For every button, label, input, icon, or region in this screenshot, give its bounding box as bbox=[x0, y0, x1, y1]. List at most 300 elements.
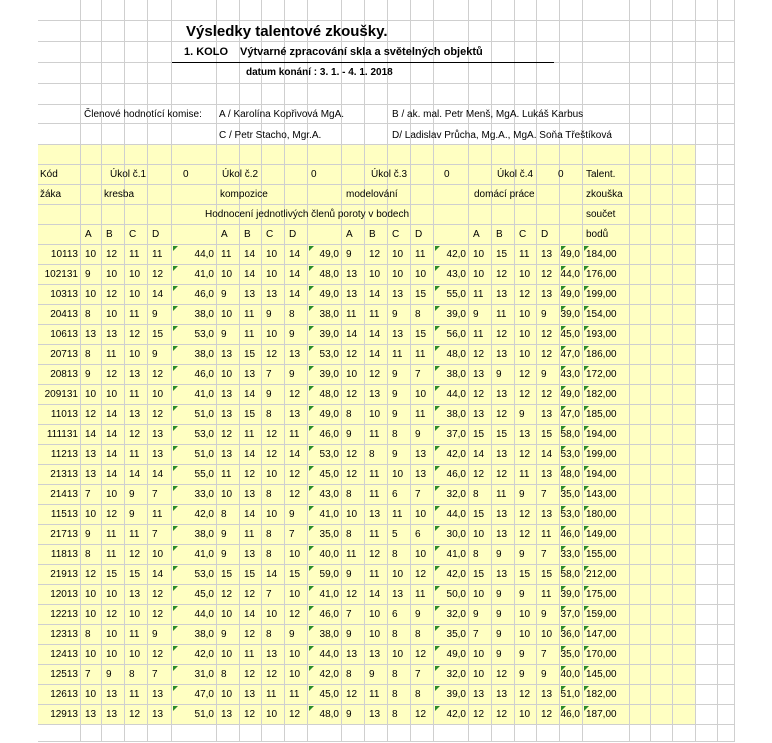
judge-score: 9 bbox=[266, 309, 272, 320]
judge-score: 12 bbox=[346, 349, 358, 360]
cell-marker-icon bbox=[173, 666, 178, 671]
judge-score: 13 bbox=[129, 409, 141, 420]
task-sum: 40,0 bbox=[560, 669, 580, 680]
judge-score: 8 bbox=[266, 409, 272, 420]
judge-score: 11 bbox=[129, 249, 140, 260]
cell-marker-icon bbox=[309, 666, 314, 671]
committee-b: B / ak. mal. Petr Menš, MgA. Lukáš Karbus bbox=[392, 109, 584, 120]
row-total: 212,00 bbox=[586, 569, 617, 580]
judge-score: 10 bbox=[85, 609, 97, 620]
judge-score: 11 bbox=[129, 309, 140, 320]
judge-score: 15 bbox=[152, 329, 164, 340]
header-hodnoceni: Hodnocení jednotlivých členů poroty v bodech bbox=[205, 209, 410, 220]
cell-marker-icon bbox=[561, 486, 566, 491]
judge-score: 9 bbox=[221, 289, 227, 300]
judge-score: 10 bbox=[129, 349, 141, 360]
cell-marker-icon bbox=[561, 686, 566, 691]
task-sum: 42,0 bbox=[446, 709, 466, 720]
judge-score: 15 bbox=[496, 249, 508, 260]
judge-score: 8 bbox=[392, 709, 398, 720]
judge-score: 12 bbox=[346, 469, 358, 480]
judge-score: 14 bbox=[346, 329, 358, 340]
cell-marker-icon bbox=[309, 566, 314, 571]
judge-score: 12 bbox=[473, 349, 485, 360]
task-sum: 41,0 bbox=[194, 269, 214, 280]
cell-marker-icon bbox=[173, 406, 178, 411]
judge-score: 13 bbox=[106, 689, 118, 700]
judge-score: 12 bbox=[346, 389, 358, 400]
judge-score: 8 bbox=[221, 669, 227, 680]
judge-score: 13 bbox=[415, 469, 427, 480]
task-sum: 48,0 bbox=[319, 269, 339, 280]
judge-score: 8 bbox=[266, 529, 272, 540]
judge-score: 15 bbox=[541, 569, 553, 580]
row-code: 12213 bbox=[50, 609, 78, 620]
cell-marker-icon bbox=[561, 366, 566, 371]
judge-score: 10 bbox=[473, 529, 485, 540]
task-1-zero: 0 bbox=[183, 169, 189, 180]
cell-marker-icon bbox=[584, 666, 589, 671]
cell-marker-icon bbox=[584, 266, 589, 271]
cell-marker-icon bbox=[561, 626, 566, 631]
cell-marker-icon bbox=[309, 706, 314, 711]
judge-score: 10 bbox=[221, 309, 233, 320]
judge-score: 13 bbox=[392, 329, 404, 340]
row-total: 149,00 bbox=[586, 529, 617, 540]
row-code: 10313 bbox=[50, 289, 78, 300]
judge-score: 9 bbox=[519, 549, 525, 560]
cell-marker-icon bbox=[435, 546, 440, 551]
judge-score: 13 bbox=[152, 449, 164, 460]
cell-marker-icon bbox=[309, 466, 314, 471]
judge-score: 10 bbox=[392, 569, 404, 580]
task-sum: 38,0 bbox=[194, 629, 214, 640]
cell-marker-icon bbox=[173, 486, 178, 491]
cell-marker-icon bbox=[561, 286, 566, 291]
task-sum: 43,0 bbox=[319, 489, 339, 500]
judge-score: 15 bbox=[473, 429, 485, 440]
cell-marker-icon bbox=[435, 286, 440, 291]
cell-marker-icon bbox=[309, 366, 314, 371]
cell-marker-icon bbox=[435, 626, 440, 631]
judge-score: 14 bbox=[244, 389, 256, 400]
task-sum: 41,0 bbox=[319, 509, 339, 520]
judge-score: 9 bbox=[392, 449, 398, 460]
cell-marker-icon bbox=[173, 626, 178, 631]
task-sum: 31,0 bbox=[194, 669, 214, 680]
judge-score: 14 bbox=[369, 349, 381, 360]
task-sum: 36,0 bbox=[560, 629, 580, 640]
judge-score: 9 bbox=[152, 629, 158, 640]
judge-score: 13 bbox=[266, 289, 278, 300]
cell-marker-icon bbox=[561, 606, 566, 611]
judge-score: 11 bbox=[369, 469, 380, 480]
judge-score: 8 bbox=[221, 509, 227, 520]
judge-score: 14 bbox=[244, 609, 256, 620]
cell-marker-icon bbox=[561, 706, 566, 711]
task-sum: 44,0 bbox=[194, 249, 214, 260]
judge-letter-header: B bbox=[496, 229, 503, 240]
judge-score: 8 bbox=[392, 429, 398, 440]
cell-marker-icon bbox=[173, 606, 178, 611]
judge-score: 10 bbox=[473, 649, 485, 660]
cell-marker-icon bbox=[584, 506, 589, 511]
task-sum: 47,0 bbox=[560, 409, 580, 420]
judge-score: 11 bbox=[129, 629, 140, 640]
cell-marker-icon bbox=[173, 246, 178, 251]
cell-marker-icon bbox=[584, 646, 589, 651]
cell-marker-icon bbox=[561, 386, 566, 391]
judge-score: 11 bbox=[244, 529, 255, 540]
cell-marker-icon bbox=[584, 526, 589, 531]
judge-score: 7 bbox=[266, 369, 272, 380]
cell-marker-icon bbox=[173, 566, 178, 571]
cell-marker-icon bbox=[173, 366, 178, 371]
row-code: 209131 bbox=[44, 389, 78, 400]
judge-score: 15 bbox=[244, 349, 256, 360]
row-total: 175,00 bbox=[586, 589, 617, 600]
task-sum: 53,0 bbox=[194, 329, 214, 340]
date-label: datum konání : 3. 1. - 4. 1. 2018 bbox=[246, 67, 393, 78]
task-sum: 39,0 bbox=[319, 329, 339, 340]
judge-score: 13 bbox=[473, 369, 485, 380]
judge-score: 10 bbox=[129, 289, 141, 300]
task-sum: 51,0 bbox=[194, 449, 214, 460]
judge-score: 12 bbox=[244, 469, 256, 480]
judge-score: 10 bbox=[266, 509, 278, 520]
judge-score: 10 bbox=[289, 549, 301, 560]
task-sum: 49,0 bbox=[560, 289, 580, 300]
judge-score: 12 bbox=[473, 709, 485, 720]
cell-marker-icon bbox=[584, 686, 589, 691]
judge-score: 7 bbox=[266, 589, 272, 600]
cell-marker-icon bbox=[584, 346, 589, 351]
judge-letter-header: B bbox=[369, 229, 376, 240]
judge-score: 13 bbox=[369, 709, 381, 720]
row-code: 21713 bbox=[50, 529, 78, 540]
judge-score: 9 bbox=[473, 609, 479, 620]
judge-score: 7 bbox=[541, 649, 547, 660]
cell-marker-icon bbox=[173, 686, 178, 691]
task-sum: 46,0 bbox=[194, 369, 214, 380]
header-zaka: žáka bbox=[40, 189, 62, 200]
row-total: 145,00 bbox=[586, 669, 617, 680]
cell-marker-icon bbox=[561, 546, 566, 551]
judge-score: 11 bbox=[129, 389, 140, 400]
judge-score: 12 bbox=[129, 329, 141, 340]
cell-marker-icon bbox=[173, 326, 178, 331]
judge-score: 12 bbox=[106, 249, 118, 260]
cell-marker-icon bbox=[309, 326, 314, 331]
judge-score: 9 bbox=[496, 369, 502, 380]
judge-score: 13 bbox=[106, 709, 118, 720]
judge-score: 10 bbox=[369, 269, 381, 280]
round-label: 1. KOLO bbox=[184, 46, 229, 58]
judge-score: 12 bbox=[519, 449, 531, 460]
judge-score: 10 bbox=[85, 589, 97, 600]
task-sum: 33,0 bbox=[560, 549, 580, 560]
judge-score: 13 bbox=[473, 409, 485, 420]
row-total: 154,00 bbox=[586, 309, 617, 320]
judge-score: 12 bbox=[152, 269, 164, 280]
header-talent: Talent. bbox=[586, 169, 616, 180]
judge-score: 9 bbox=[392, 369, 398, 380]
cell-marker-icon bbox=[309, 586, 314, 591]
judge-score: 9 bbox=[496, 609, 502, 620]
cell-marker-icon bbox=[173, 646, 178, 651]
judge-score: 9 bbox=[152, 349, 158, 360]
judge-score: 9 bbox=[496, 589, 502, 600]
row-code: 11013 bbox=[50, 409, 78, 420]
judge-score: 10 bbox=[266, 709, 278, 720]
cell-marker-icon bbox=[584, 446, 589, 451]
task-sum: 56,0 bbox=[446, 329, 466, 340]
cell-marker-icon bbox=[561, 666, 566, 671]
judge-score: 9 bbox=[346, 569, 352, 580]
cell-marker-icon bbox=[173, 266, 178, 271]
judge-score: 13 bbox=[221, 409, 233, 420]
cell-marker-icon bbox=[561, 526, 566, 531]
judge-score: 12 bbox=[346, 589, 358, 600]
task-sum: 53,0 bbox=[194, 569, 214, 580]
task-sum: 49,0 bbox=[446, 649, 466, 660]
judge-score: 13 bbox=[541, 409, 553, 420]
cell-marker-icon bbox=[309, 246, 314, 251]
judge-score: 8 bbox=[415, 309, 421, 320]
judge-score: 11 bbox=[369, 569, 380, 580]
task-sum: 33,0 bbox=[194, 489, 214, 500]
judge-score: 12 bbox=[85, 409, 97, 420]
cell-marker-icon bbox=[584, 566, 589, 571]
task-sum: 48,0 bbox=[319, 389, 339, 400]
committee-label: Členové hodnotící komise: bbox=[84, 109, 202, 120]
row-code: 12013 bbox=[50, 589, 78, 600]
row-code: 12313 bbox=[50, 629, 78, 640]
judge-score: 9 bbox=[496, 629, 502, 640]
cell-marker-icon bbox=[584, 246, 589, 251]
row-code: 21413 bbox=[50, 489, 78, 500]
row-total: 182,00 bbox=[586, 389, 617, 400]
judge-score: 14 bbox=[289, 449, 301, 460]
judge-score: 9 bbox=[129, 489, 135, 500]
task-sum: 46,0 bbox=[319, 429, 339, 440]
cell-marker-icon bbox=[435, 326, 440, 331]
judge-score: 12 bbox=[496, 669, 508, 680]
row-total: 176,00 bbox=[586, 269, 617, 280]
judge-score: 10 bbox=[519, 309, 531, 320]
cell-marker-icon bbox=[435, 246, 440, 251]
judge-score: 13 bbox=[266, 649, 278, 660]
judge-score: 12 bbox=[369, 549, 381, 560]
judge-score: 9 bbox=[415, 429, 421, 440]
judge-score: 10 bbox=[346, 509, 358, 520]
judge-score: 11 bbox=[369, 529, 380, 540]
judge-score: 11 bbox=[415, 349, 426, 360]
judge-score: 12 bbox=[221, 589, 233, 600]
judge-score: 13 bbox=[221, 349, 233, 360]
judge-score: 14 bbox=[541, 449, 553, 460]
judge-score: 13 bbox=[519, 429, 531, 440]
judge-score: 13 bbox=[496, 529, 508, 540]
committee-c: C / Petr Stacho, Mgr.A. bbox=[219, 130, 322, 141]
judge-score: 13 bbox=[369, 389, 381, 400]
judge-score: 12 bbox=[519, 509, 531, 520]
judge-score: 14 bbox=[106, 409, 118, 420]
judge-score: 14 bbox=[289, 249, 301, 260]
committee-a: A / Karolína Kopřivová MgA. bbox=[219, 109, 345, 120]
task-sum: 38,0 bbox=[319, 309, 339, 320]
task-sum: 38,0 bbox=[194, 529, 214, 540]
task-sum: 42,0 bbox=[194, 509, 214, 520]
cell-marker-icon bbox=[435, 486, 440, 491]
judge-letter-header: C bbox=[392, 229, 400, 240]
judge-score: 9 bbox=[519, 649, 525, 660]
judge-score: 9 bbox=[289, 369, 295, 380]
judge-score: 12 bbox=[496, 409, 508, 420]
cell-marker-icon bbox=[584, 466, 589, 471]
judge-score: 13 bbox=[346, 649, 358, 660]
judge-score: 7 bbox=[85, 489, 91, 500]
judge-score: 9 bbox=[415, 609, 421, 620]
judge-score: 11 bbox=[129, 529, 140, 540]
judge-score: 15 bbox=[519, 569, 531, 580]
task-sum: 49,0 bbox=[560, 389, 580, 400]
judge-score: 11 bbox=[221, 249, 232, 260]
judge-score: 9 bbox=[392, 389, 398, 400]
judge-score: 14 bbox=[244, 509, 256, 520]
row-total: 180,00 bbox=[586, 509, 617, 520]
judge-score: 10 bbox=[221, 369, 233, 380]
judge-letter-header: B bbox=[244, 229, 251, 240]
cell-marker-icon bbox=[309, 606, 314, 611]
judge-score: 12 bbox=[415, 649, 427, 660]
cell-marker-icon bbox=[309, 286, 314, 291]
judge-score: 9 bbox=[221, 329, 227, 340]
judge-score: 12 bbox=[152, 589, 164, 600]
cell-marker-icon bbox=[435, 266, 440, 271]
task-sum: 45,0 bbox=[319, 469, 339, 480]
cell-marker-icon bbox=[173, 446, 178, 451]
judge-score: 7 bbox=[541, 549, 547, 560]
judge-score: 10 bbox=[266, 329, 278, 340]
row-code: 21913 bbox=[50, 569, 78, 580]
cell-marker-icon bbox=[561, 306, 566, 311]
judge-score: 10 bbox=[369, 609, 381, 620]
judge-score: 13 bbox=[392, 589, 404, 600]
judge-score: 12 bbox=[106, 369, 118, 380]
cell-marker-icon bbox=[561, 586, 566, 591]
task-sum: 35,0 bbox=[319, 529, 339, 540]
judge-score: 12 bbox=[473, 469, 485, 480]
judge-score: 11 bbox=[473, 289, 484, 300]
task-sum: 48,0 bbox=[446, 349, 466, 360]
cell-marker-icon bbox=[584, 326, 589, 331]
task-sum: 39,0 bbox=[319, 369, 339, 380]
row-code: 11513 bbox=[50, 509, 78, 520]
judge-score: 12 bbox=[129, 709, 141, 720]
judge-score: 10 bbox=[519, 609, 531, 620]
judge-score: 10 bbox=[519, 629, 531, 640]
judge-letter-header: A bbox=[346, 229, 353, 240]
judge-score: 10 bbox=[221, 649, 233, 660]
row-code: 12513 bbox=[50, 669, 78, 680]
judge-score: 13 bbox=[244, 689, 256, 700]
judge-score: 9 bbox=[289, 329, 295, 340]
judge-score: 14 bbox=[289, 289, 301, 300]
judge-score: 12 bbox=[152, 609, 164, 620]
judge-score: 15 bbox=[415, 329, 427, 340]
judge-score: 6 bbox=[392, 489, 398, 500]
row-code: 12613 bbox=[50, 689, 78, 700]
judge-score: 12 bbox=[289, 389, 301, 400]
judge-letter-header: A bbox=[85, 229, 92, 240]
judge-score: 11 bbox=[392, 349, 403, 360]
judge-score: 15 bbox=[106, 569, 118, 580]
judge-score: 12 bbox=[541, 709, 553, 720]
task-sum: 59,0 bbox=[319, 569, 339, 580]
judge-score: 14 bbox=[473, 449, 485, 460]
task-sum: 37,0 bbox=[446, 429, 466, 440]
judge-score: 12 bbox=[415, 709, 427, 720]
cell-marker-icon bbox=[561, 346, 566, 351]
cell-marker-icon bbox=[584, 546, 589, 551]
row-total: 172,00 bbox=[586, 369, 617, 380]
cell-marker-icon bbox=[584, 386, 589, 391]
judge-score: 8 bbox=[473, 549, 479, 560]
judge-score: 13 bbox=[496, 449, 508, 460]
judge-score: 12 bbox=[244, 629, 256, 640]
judge-score: 12 bbox=[152, 369, 164, 380]
judge-score: 7 bbox=[346, 609, 352, 620]
cell-marker-icon bbox=[435, 586, 440, 591]
judge-score: 13 bbox=[496, 509, 508, 520]
judge-score: 8 bbox=[392, 669, 398, 680]
judge-score: 8 bbox=[473, 489, 479, 500]
judge-score: 8 bbox=[85, 629, 91, 640]
cell-marker-icon bbox=[309, 406, 314, 411]
task-sum: 47,0 bbox=[560, 349, 580, 360]
task-4-zero: 0 bbox=[558, 169, 564, 180]
task-sum: 39,0 bbox=[446, 689, 466, 700]
judge-score: 12 bbox=[244, 709, 256, 720]
judge-score: 5 bbox=[392, 529, 398, 540]
task-sum: 32,0 bbox=[446, 609, 466, 620]
task-3-zero: 0 bbox=[444, 169, 450, 180]
task-sum: 53,0 bbox=[319, 449, 339, 460]
cell-marker-icon bbox=[309, 646, 314, 651]
row-code: 10613 bbox=[50, 329, 78, 340]
cell-marker-icon bbox=[309, 426, 314, 431]
judge-score: 10 bbox=[85, 249, 97, 260]
task-sum: 58,0 bbox=[560, 569, 580, 580]
judge-score: 12 bbox=[519, 289, 531, 300]
judge-score: 9 bbox=[519, 489, 525, 500]
task-sum: 30,0 bbox=[446, 529, 466, 540]
task-2-subtitle: kompozice bbox=[220, 189, 268, 200]
judge-score: 13 bbox=[541, 509, 553, 520]
judge-score: 8 bbox=[289, 309, 295, 320]
judge-score: 10 bbox=[85, 509, 97, 520]
cell-marker-icon bbox=[309, 386, 314, 391]
cell-marker-icon bbox=[561, 566, 566, 571]
judge-score: 10 bbox=[106, 269, 118, 280]
judge-score: 7 bbox=[152, 489, 158, 500]
task-3-subtitle: modelování bbox=[346, 189, 398, 200]
cell-marker-icon bbox=[561, 506, 566, 511]
task-sum: 46,0 bbox=[560, 709, 580, 720]
judge-score: 7 bbox=[541, 489, 547, 500]
judge-score: 13 bbox=[152, 709, 164, 720]
